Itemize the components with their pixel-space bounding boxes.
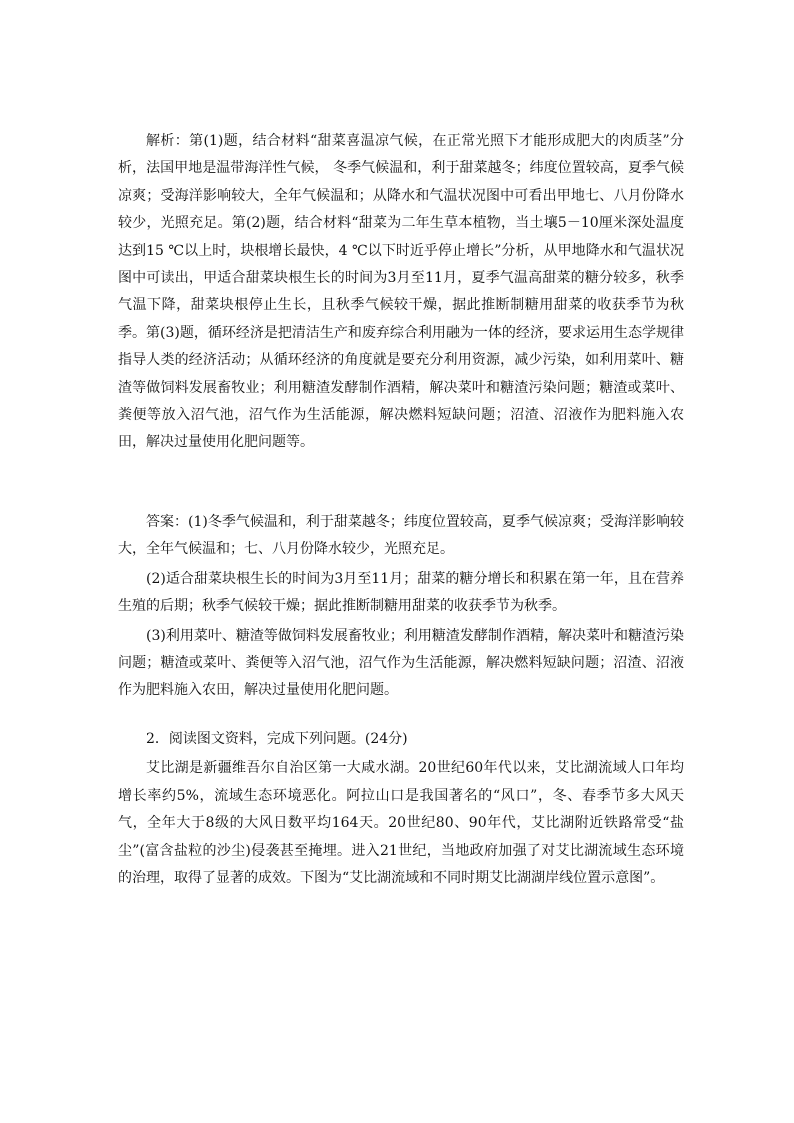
question-2-material: 艾比湖是新疆维吾尔自治区第一大咸水湖。20世纪60年代以来，艾比湖流域人口年均增长率约5%，流域生态环境恶化。阿拉山口是我国著名的“风口”，冬、春季节多大风天气，全年大于8级的大风日数平均164天。20世纪80、90年代，艾比湖附近铁路常受“盐尘”(富含盐粒的沙尘)侵袭甚至掩埋。进入21世纪，当地政府加强了对艾比湖流域生态环境的治理，取得了显著的成效。下图为“艾比湖流域和不同时期艾比湖湖岸线位置示意图”。 <box>118 760 684 887</box>
analysis-paragraph: 解析：第(1)题，结合材料“甜菜喜温凉气候，在正常光照下才能形成肥大的肉质茎”分析，法国甲地是温带海洋性气候， 冬季气候温和，利于甜菜越冬；纬度位置较高，夏季气候凉爽；受海洋影响较大，全年气候温和；从降水和气温状况图中可看出甲地七、八月份降水较少，光照充足。第(2)题，结合材料“甜菜为二年生草本植物，当土壤5－10厘米深处温度达到15 ℃以上时，块根增长最快，4 ℃以下时近乎停止增长”分析，从甲地降水和气温状况图中可读出，甲适合甜菜块根生长的时间为3月至11月，夏季气温高甜菜的糖分较多，秋季气温下降，甜菜块根停止生长，且秋季气候较干燥，据此推断制糖用甜菜的收获季节为秋季。第(3)题，循环经济是把清洁生产和废弃综合利用融为一体的经济，要求运用生态学规律指导人类的经济活动；从循环经济的角度就是要充分利用资源，减少污染，如利用菜叶、糖渣等做饲料发展畜牧业；利用糖渣发酵制作酒精，解决菜叶和糖渣污染问题；糖渣或菜叶、粪便等放入沼气池，沼气作为生活能源，解决燃料短缺问题；沼渣、沼液作为肥料施入农田，解决过量使用化肥问题等。 <box>118 133 684 451</box>
answer-block <box>118 509 684 705</box>
question-2-block <box>118 726 684 892</box>
question-2-heading: 2．阅读图文资料，完成下列问题。(24分) <box>146 731 408 747</box>
answer-paragraph-1: 答案：(1)冬季气候温和，利于甜菜越冬；纬度位置较高，夏季气候凉爽；受海洋影响较大，全年气候温和；七、八月份降水较少，光照充足。 <box>118 514 684 558</box>
answer-paragraph-3: (3)利用菜叶、糖渣等做饲料发展畜牧业；利用糖渣发酵制作酒精，解决菜叶和糖渣污染问题；糖渣或菜叶、粪便等入沼气池，沼气作为生活能源，解决燃料短缺问题；沼渣、沼液作为肥料施入农田，解决过量使用化肥问题。 <box>118 627 684 699</box>
analysis-block <box>118 128 684 457</box>
answer-paragraph-2: (2)适合甜菜块根生长的时间为3月至11月；甜菜的糖分增长和积累在第一年，且在营养生殖的后期；秋季气候较干燥；据此推断制糖用甜菜的收获季节为秋季。 <box>118 570 684 615</box>
